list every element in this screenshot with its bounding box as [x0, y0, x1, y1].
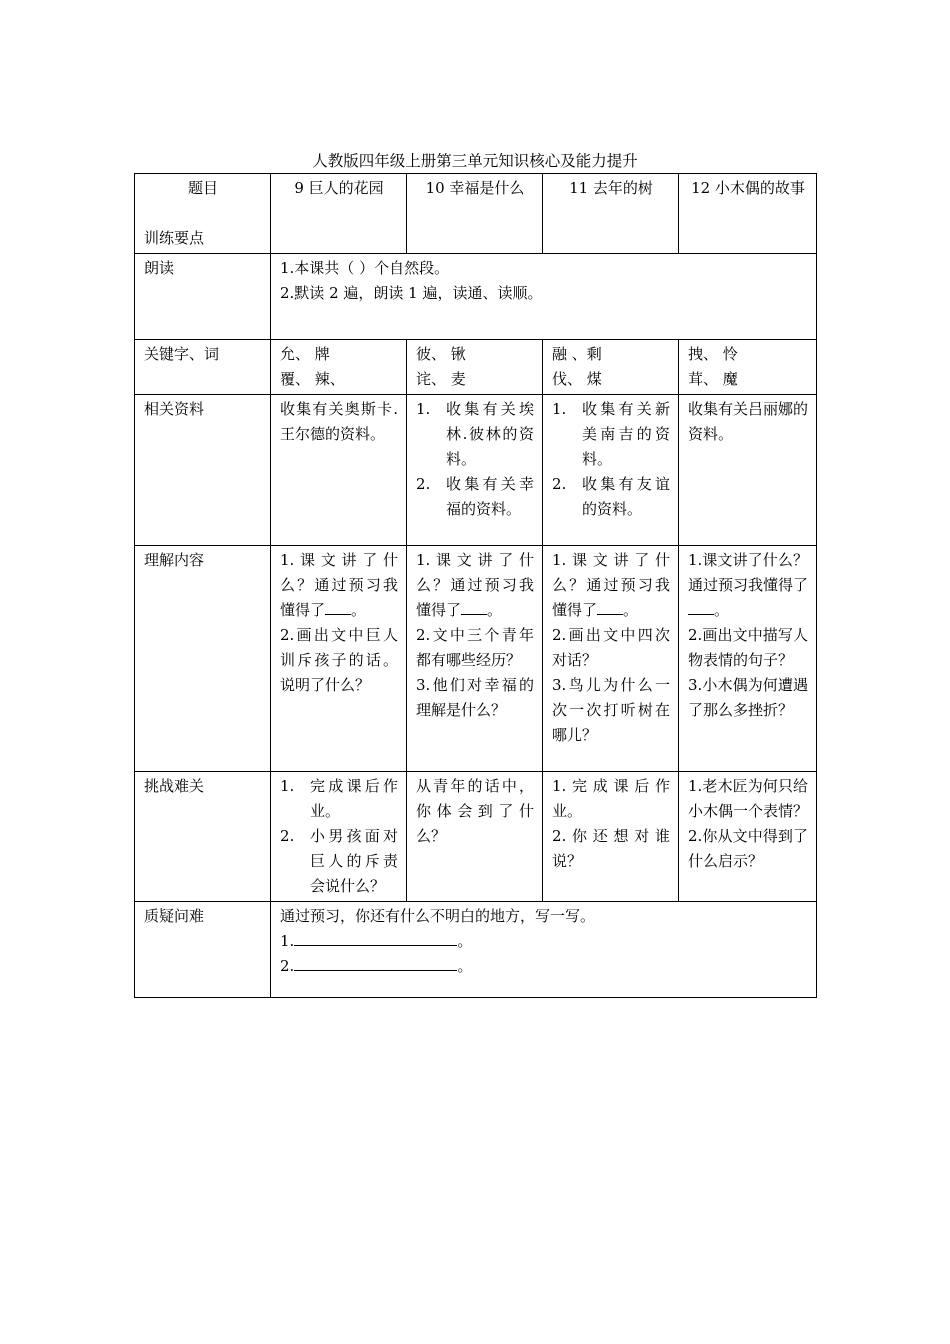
lesson-header-9: 9 巨人的花园: [271, 174, 407, 254]
understanding-cell: 1.课文讲了什么？通过预习我懂得了 。 2.画出文中巨人训斥孩子的话。说明了什么？: [271, 546, 407, 772]
reading-content: [271, 254, 817, 340]
understanding-cell: 1.课文讲了什么？通过预习我懂得了。 2.画出文中描写人物表情的句子？ 3.小木偶为何遭遇了那么多挫折？: [679, 546, 817, 772]
challenge-cell: 1.老木匠为何只给小木偶一个表情？ 2.你从文中得到了什么启示？: [679, 772, 817, 902]
corner-top-label: 题目: [187, 179, 218, 197]
keywords-cell: [271, 340, 407, 395]
challenge-cell: 1.完成课后作业。 2.你还想对谁说？: [543, 772, 679, 902]
list-item: 2. 收集有关幸福的资料。: [416, 475, 534, 518]
questions-content: [271, 902, 817, 998]
row-label: 相关资料: [135, 395, 271, 546]
page-title: 人教版四年级上册第三单元知识核心及能力提升: [312, 152, 638, 170]
challenge-cell: [271, 772, 407, 902]
understanding-cell: 1.课文讲了什么？通过预习我懂得了 。 2.文中三个青年都有哪些经历？ 3.他们对幸福的理解是什么？: [407, 546, 543, 772]
row-label: 质疑问难: [135, 902, 271, 998]
list-item: 1. 完成课后作业。: [280, 777, 398, 820]
list-item: 2. 收集有友谊的资料。: [552, 475, 670, 518]
row-label: 关键字、词: [135, 340, 271, 395]
list-item: 1. 收集有关新美南吉的资料。: [552, 400, 670, 468]
reference-cell: [543, 395, 679, 546]
keywords-cell: [679, 340, 817, 395]
keywords-cell: [543, 340, 679, 395]
reading-line-2: 2.默读 2 遍，朗读 1 遍，读通、读顺。: [280, 284, 543, 302]
keyword-line: 诧、 麦: [416, 370, 466, 388]
question-line-1: 1. 。: [280, 929, 808, 954]
row-label: 朗读: [135, 254, 271, 340]
questions-intro: 通过预习，你还有什么不明白的地方，写一写。: [280, 907, 596, 925]
lesson-header-10: 10 幸福是什么: [407, 174, 543, 254]
row-label: 挑战难关: [135, 772, 271, 902]
keyword-line: 融 、剩: [552, 345, 602, 363]
keyword-line: 拽、 怜: [688, 345, 738, 363]
answer-blank[interactable]: [325, 598, 351, 615]
references-row: [135, 395, 817, 546]
lesson-header-11: 11 去年的树: [543, 174, 679, 254]
keyword-line: 允、 牌: [280, 345, 330, 363]
question-blank-1[interactable]: [294, 929, 457, 946]
question-line-2: 2. 。: [280, 954, 808, 979]
challenge-row: [135, 772, 817, 902]
answer-blank[interactable]: [461, 598, 487, 615]
lesson-header-12: 12 小木偶的故事: [679, 174, 817, 254]
understanding-cell: 1.课文讲了什么？通过预习我懂得了 。 2.画出文中四次对话？ 3.鸟儿为什么一次一次打听树在哪儿？: [543, 546, 679, 772]
header-row: [135, 174, 817, 254]
reading-row: [135, 254, 817, 340]
reference-cell: [407, 395, 543, 546]
reference-cell: 收集有关奥斯卡.王尔德的资料。: [271, 395, 407, 546]
question-blank-2[interactable]: [294, 954, 457, 971]
keyword-line: 伐、 煤: [552, 370, 602, 388]
keyword-line: 彼、 锹: [416, 345, 466, 363]
keyword-line: 茸、 魔: [688, 370, 738, 388]
keywords-cell: [407, 340, 543, 395]
keywords-row: [135, 340, 817, 395]
list-item: 1. 收集有关埃林.彼林的资料。: [416, 400, 534, 468]
challenge-cell: 从青年的话中，你体会到了什么？: [407, 772, 543, 902]
corner-cell: [135, 174, 271, 254]
questions-row: [135, 902, 817, 998]
knowledge-table: [134, 173, 817, 998]
reference-cell: 收集有关吕丽娜的资料。: [679, 395, 817, 546]
understanding-row: [135, 546, 817, 772]
corner-bottom-label: 训练要点: [144, 229, 205, 247]
answer-blank[interactable]: [688, 598, 714, 615]
answer-blank[interactable]: [597, 598, 623, 615]
row-label: 理解内容: [135, 546, 271, 772]
reading-line-1: 1.本课共（ ）个自然段。: [280, 259, 450, 277]
list-item: 2. 小男孩面对巨人的斥责会说什么？: [280, 827, 398, 895]
keyword-line: 覆、 辣、: [280, 370, 345, 388]
